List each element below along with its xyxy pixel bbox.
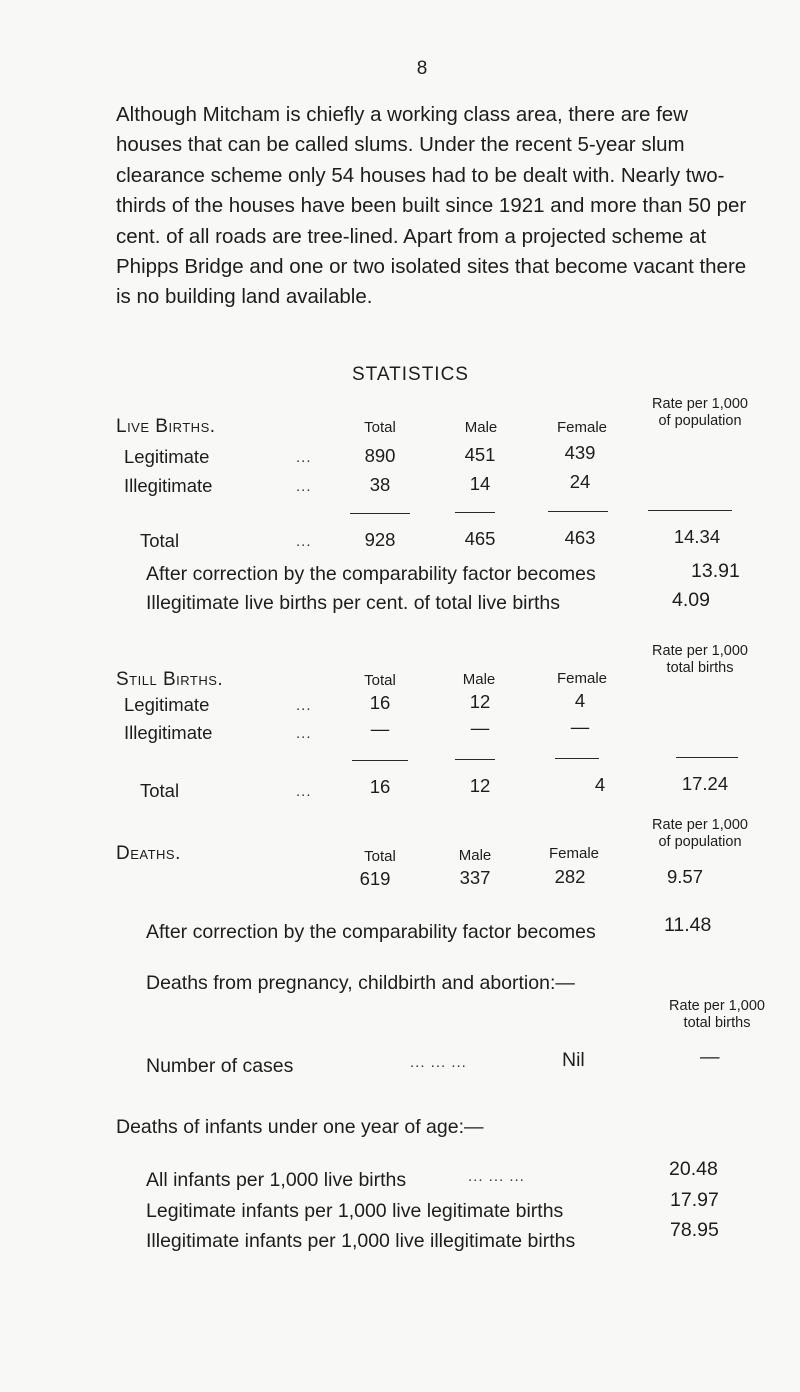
statistics-heading: STATISTICS (352, 364, 469, 385)
infant-row-value: 78.95 (670, 1219, 719, 1241)
live-births-illegit-total: 38 (369, 474, 391, 495)
intro-line: clearance scheme only 54 houses had to be dealt with. Nearly two- (116, 163, 725, 187)
deaths-correction-text: After correction by the comparability factor becomes (146, 921, 596, 943)
deaths-col-total: Total (364, 848, 396, 865)
infant-row-label: Illegitimate infants per 1,000 live illegitimate births (146, 1230, 576, 1252)
infant-row-value: 20.48 (669, 1158, 718, 1180)
still-births-row-label: Legitimate (124, 694, 210, 715)
rate-header-line: of population (658, 834, 742, 850)
rate-header-line: total births (666, 660, 734, 676)
leader-dots: ... (296, 697, 312, 714)
sum-rule (455, 759, 495, 760)
live-births-col-rate (640, 396, 760, 430)
rate-header-line: of population (658, 413, 742, 429)
sum-rule (548, 511, 608, 512)
maternal-cases-value: Nil (562, 1049, 585, 1071)
intro-line: Although Mitcham is chiefly a working class area, there are few (116, 103, 688, 126)
deaths-title: Deaths. (116, 843, 181, 864)
intro-line: houses that can be called slums. Under the recent 5-year slum (116, 133, 685, 157)
leader-dots: ... ... ... (410, 1054, 467, 1071)
live-births-col-total: Total (364, 419, 396, 436)
still-births-legit-male: 12 (469, 691, 491, 712)
still-births-total-male: 12 (469, 775, 491, 796)
deaths-correction-value: 11.48 (664, 914, 712, 936)
live-births-correction-value: 13.91 (691, 560, 740, 582)
still-births-legit-total: 16 (369, 692, 391, 713)
live-births-total-female: 463 (564, 527, 596, 548)
deaths-col-male: Male (458, 847, 492, 864)
infant-row-label: Legitimate infants per 1,000 live legitimate births (146, 1200, 564, 1222)
maternal-deaths-title: Deaths from pregnancy, childbirth and abortion:— (146, 972, 575, 994)
deaths-female: 282 (554, 866, 586, 887)
still-births-total-total: 16 (369, 776, 391, 797)
live-births-total-label: Total (140, 530, 180, 551)
page-number: 8 (416, 58, 428, 79)
live-births-row-label: Illegitimate (124, 475, 213, 496)
rate-header-line: Rate per 1,000 (652, 817, 748, 833)
still-births-illegit-female: — (570, 716, 590, 737)
infant-deaths-title: Deaths of infants under one year of age:— (116, 1116, 484, 1138)
intro-paragraph (116, 100, 756, 313)
intro-line: Phipps Bridge and one or two isolated sites that become vacant there (116, 255, 747, 279)
still-births-total-rate: 17.24 (681, 773, 729, 794)
still-births-title: Still Births. (116, 669, 224, 690)
rate-header-line: Rate per 1,000 (652, 643, 748, 659)
live-births-illegit-male: 14 (469, 473, 491, 494)
still-births-col-rate (640, 643, 760, 677)
sum-rule (352, 760, 408, 761)
still-births-row-label: Illegitimate (124, 722, 213, 743)
leader-dots: ... (296, 449, 312, 466)
leader-dots: ... (296, 478, 312, 495)
still-births-total-label: Total (140, 780, 180, 801)
sum-rule (676, 757, 738, 758)
still-births-illegit-total: — (370, 718, 390, 739)
maternal-cases-rate: — (700, 1046, 720, 1068)
live-births-correction-text: After correction by the comparability factor becomes (146, 563, 596, 585)
live-births-col-male: Male (464, 419, 498, 436)
illegit-percent-text: Illegitimate live births per cent. of total live births (146, 592, 561, 614)
maternal-rate-header (652, 998, 782, 1032)
still-births-col-total: Total (364, 672, 396, 689)
still-births-total-female: 4 (594, 774, 606, 795)
rate-header-line: total births (683, 1015, 751, 1031)
deaths-total: 619 (359, 868, 391, 889)
live-births-legit-female: 439 (564, 442, 596, 463)
leader-dots: ... (296, 725, 312, 742)
infant-row-value: 17.97 (670, 1189, 719, 1211)
still-births-legit-female: 4 (574, 690, 586, 711)
deaths-col-rate (640, 817, 760, 851)
live-births-total-male: 465 (464, 528, 496, 549)
intro-line: cent. of all roads are tree-lined. Apart from a projected scheme at (116, 224, 707, 248)
rate-header-line: Rate per 1,000 (652, 396, 748, 412)
leader-dots: ... (296, 533, 312, 550)
infant-row-label: All infants per 1,000 live births (146, 1169, 407, 1191)
intro-line: thirds of the houses have been built since 1921 and more than 50 per (116, 194, 747, 218)
still-births-col-male: Male (462, 671, 496, 688)
deaths-col-female: Female (548, 845, 600, 862)
live-births-legit-male: 451 (464, 444, 496, 465)
leader-dots: ... (296, 783, 312, 800)
deaths-rate: 9.57 (666, 866, 703, 887)
sum-rule (455, 512, 495, 513)
sum-rule (648, 510, 732, 511)
intro-line: is no building land available. (116, 285, 373, 309)
sum-rule (350, 513, 410, 514)
still-births-col-female: Female (556, 670, 608, 687)
live-births-total-total: 928 (364, 529, 396, 550)
sum-rule (555, 758, 599, 759)
live-births-title: Live Births. (116, 416, 216, 437)
rate-header-line: Rate per 1,000 (669, 998, 765, 1014)
maternal-cases-label: Number of cases (146, 1055, 294, 1077)
live-births-illegit-female: 24 (569, 471, 591, 492)
live-births-total-rate: 14.34 (673, 526, 721, 547)
leader-dots: ... ... ... (468, 1168, 525, 1185)
live-births-legit-total: 890 (364, 445, 396, 466)
live-births-row-label: Legitimate (124, 446, 210, 467)
deaths-male: 337 (459, 867, 491, 888)
illegit-percent-value: 4.09 (672, 589, 710, 611)
still-births-illegit-male: — (470, 717, 490, 738)
live-births-col-female: Female (556, 419, 608, 436)
